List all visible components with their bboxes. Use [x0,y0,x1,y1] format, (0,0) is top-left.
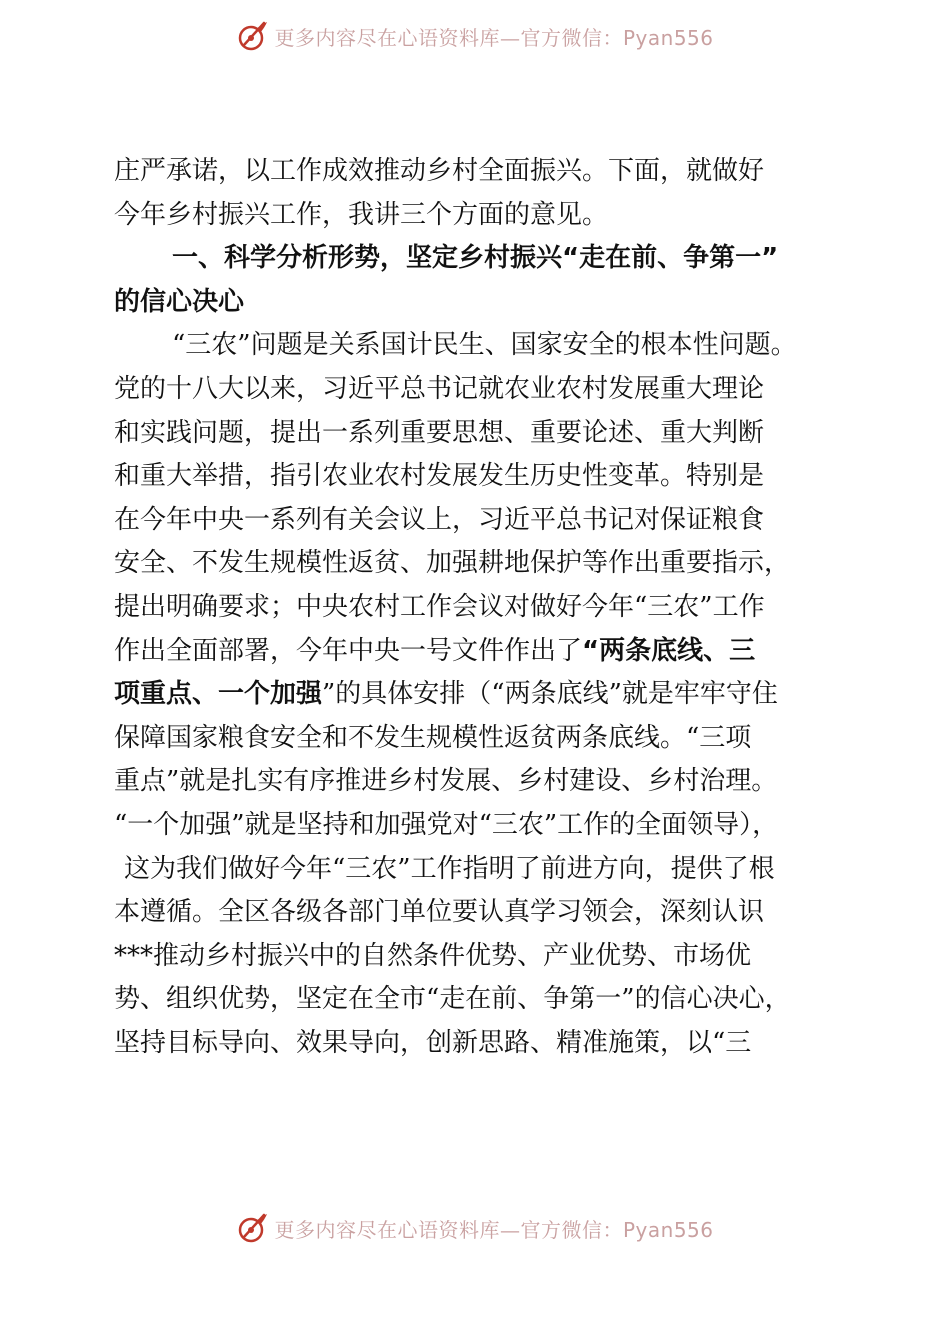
paragraph-line: 和重大举措，指引农业农村发展发生历史性变革。特别是 [114,461,765,492]
bold-text-span: 项重点、一个加强 [114,679,323,710]
paragraph-line: 提出明确要求；中央农村工作会议对做好今年“三农”工作 [114,591,765,622]
paragraph-line: 势、组织优势，坚定在全市“走在前、争第一”的信心决心， [114,984,791,1015]
paragraph-line: 党的十八大以来，习近平总书记就农业农村发展重大理论 [114,373,765,404]
header-watermark-text: 更多内容尽在心语资料库—官方微信：Pyan556 [274,25,714,50]
paragraph-line: 今年乡村振兴工作，我讲三个方面的意见。 [114,199,609,230]
paragraph-line: “一个加强”就是坚持和加强党对“三农”工作的全面领导）， [114,809,779,840]
footer-watermark-banner [0,1208,950,1248]
paragraph-line: ***推动乡村振兴中的自然条件优势、产业优势、市场优 [114,940,752,971]
paragraph-line: 本遵循。全区各级各部门单位要认真学习领会，深刻认识 [114,897,765,928]
paragraph-line: 庄严承诺，以工作成效推动乡村全面振兴。下面，就做好 [114,156,765,186]
paragraph-line: 坚持目标导向、效果导向，创新思路、精准施策，以“三 [114,1027,752,1058]
footer-watermark-text: 更多内容尽在心语资料库—官方微信：Pyan556 [274,1217,714,1242]
bold-text-span: “两条底线、三 [582,635,756,666]
document-body [114,150,844,1065]
paragraph-line: 重点”就是扎实有序推进乡村发展、乡村建设、乡村治理。 [114,766,778,797]
paragraph-line: 保障国家粮食安全和不发生规模性返贫两条底线。“三项 [114,722,752,753]
paragraph-line [114,630,844,674]
paragraph-line: 这为我们做好今年“三农”工作指明了前进方向，提供了根 [124,853,775,884]
header-watermark-banner [0,16,950,56]
section-heading: 一、科学分析形势，坚定乡村振兴“走在前、争第一” [172,243,779,274]
text-span: 作出全面部署，今年中央一号文件作出了 [114,635,583,666]
quill-logo-icon [236,1211,270,1245]
paragraph-line [114,673,844,717]
paragraph-line: 和实践问题，提出一系列重要思想、重要论述、重大判断 [114,417,765,448]
paragraph-line: 安全、不发生规模性返贫、加强耕地保护等作出重要指示， [114,548,791,579]
text-span: ”的具体安排（“两条底线”就是牢牢守住 [322,679,778,710]
quill-logo-icon [236,19,270,53]
paragraph-line: 在今年中央一系列有关会议上，习近平总书记对保证粮食 [114,504,765,535]
section-heading: 的信心决心 [114,286,245,317]
paragraph-line: “三农”问题是关系国计民生、国家安全的根本性问题。 [172,330,797,361]
